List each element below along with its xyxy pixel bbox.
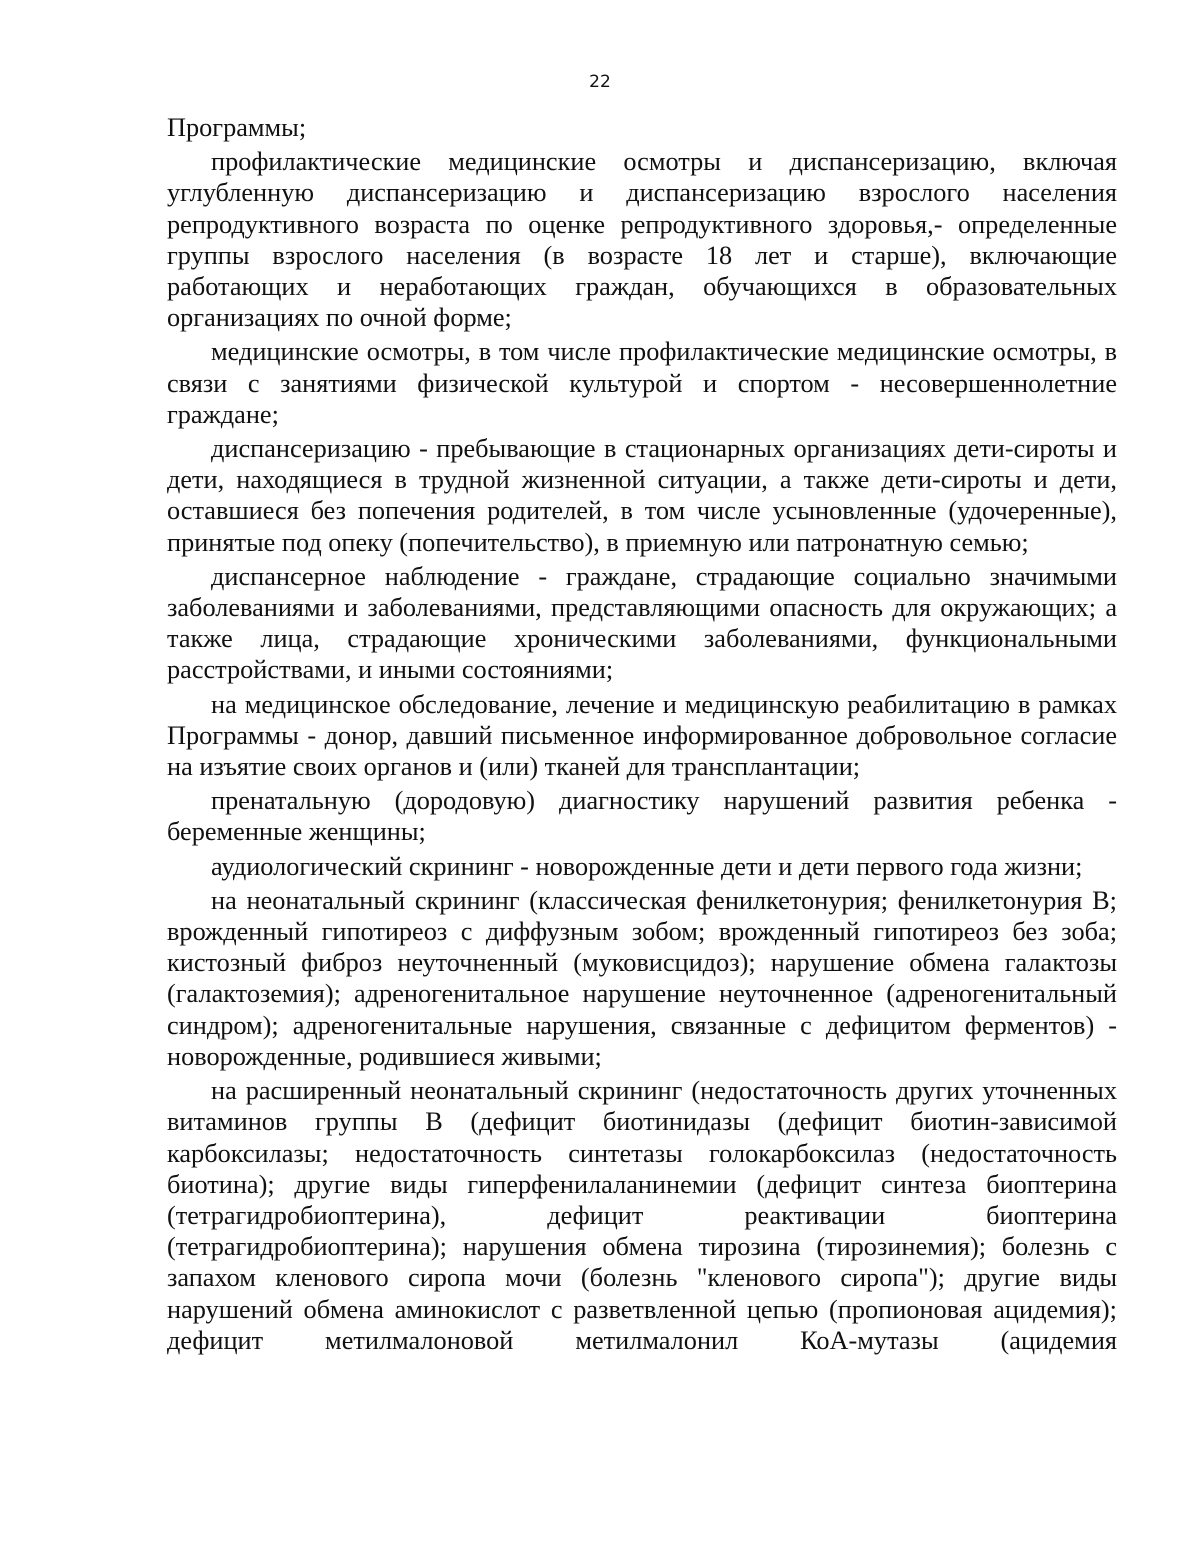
paragraph-dispensary-observation: диспансерное наблюдение - граждане, страдающие социально значимыми заболеваниями и заболеваниями, представляющими опасность для окружающих; а также лица, страдающие хроническими заболеваниями, функциональными расстройствами, и иными состояниями;	[167, 561, 1117, 685]
lead-line: Программы;	[167, 113, 307, 142]
paragraph-audiological-screening: аудиологический скрининг - новорожденные дети и дети первого года жизни;	[211, 851, 1083, 881]
paragraph-extended-neonatal-screening: на расширенный неонатальный скрининг (недостаточность других уточненных витаминов группы B (дефицит биотинидазы (дефицит биотин-зависимой карбоксилазы; недостаточность синтетазы голокарбоксилаз (недостаточность биотина); другие виды гиперфенилаланинемии (дефицит синтеза биоптерина (тетрагидробиоптерина), дефицит реактивации биоптерина (тетрагидробиоптерина); нарушения обмена тирозина (тирозинемия); болезнь с запахом кленового сиропа мочи (болезнь "кленового сиропа"); другие виды нарушений обмена аминокислот с разветвленной цепью (пропионовая ацидемия); дефицит метилмалоновой метилмалонил КоА-мутазы (ацидемия	[167, 1076, 1117, 1355]
paragraph-dispensarization-orphans: диспансеризацию - пребывающие в стационарных организациях дети-сироты и дети, находящиеся в трудной жизненной ситуации, а также дети-сироты и дети, оставшиеся без попечения родителей, в том числе усыновленные (удочеренные), принятые под опеку (попечительство), в приемную или патронатную семью;	[167, 434, 1117, 557]
paragraph-preventive-exams: профилактические медицинские осмотры и диспансеризацию, включая углубленную диспансеризацию и диспансеризацию взрослого населения репродуктивного возраста по оценке репродуктивного здоровья,- определенные группы взрослого населения (в возрасте 18 лет и старше), включающие работающих и неработающих граждан, обучающихся в образовательных организациях по очной форме;	[167, 147, 1117, 333]
document-body	[167, 112, 1117, 1359]
paragraph-medical-exams-sport: медицинские осмотры, в том числе профилактические медицинские осмотры, в связи с занятиями физической культурой и спортом - несовершеннолетние граждане;	[167, 337, 1117, 429]
paragraph-prenatal-diagnostics: пренатальную (дородовую) диагностику нарушений развития ребенка - беременные женщины;	[167, 786, 1117, 847]
paragraph-donor-examination: на медицинское обследование, лечение и медицинскую реабилитацию в рамках Программы - донор, давший письменное информированное добровольное согласие на изъятие своих органов и (или) тканей для трансплантации;	[167, 689, 1117, 782]
page-number: 22	[589, 72, 611, 92]
paragraph-neonatal-screening: на неонатальный скрининг (классическая фенилкетонурия; фенилкетонурия B; врожденный гипотиреоз с диффузным зобом; врожденный гипотиреоз без зоба; кистозный фиброз неуточненный (муковисцидоз); нарушение обмена галактозы (галактоземия); адреногенитальное нарушение неуточненное (адреногенитальный синдром); адреногенитальные нарушения, связанные с дефицитом ферментов) - новорожденные, родившиеся живыми;	[167, 885, 1117, 1071]
